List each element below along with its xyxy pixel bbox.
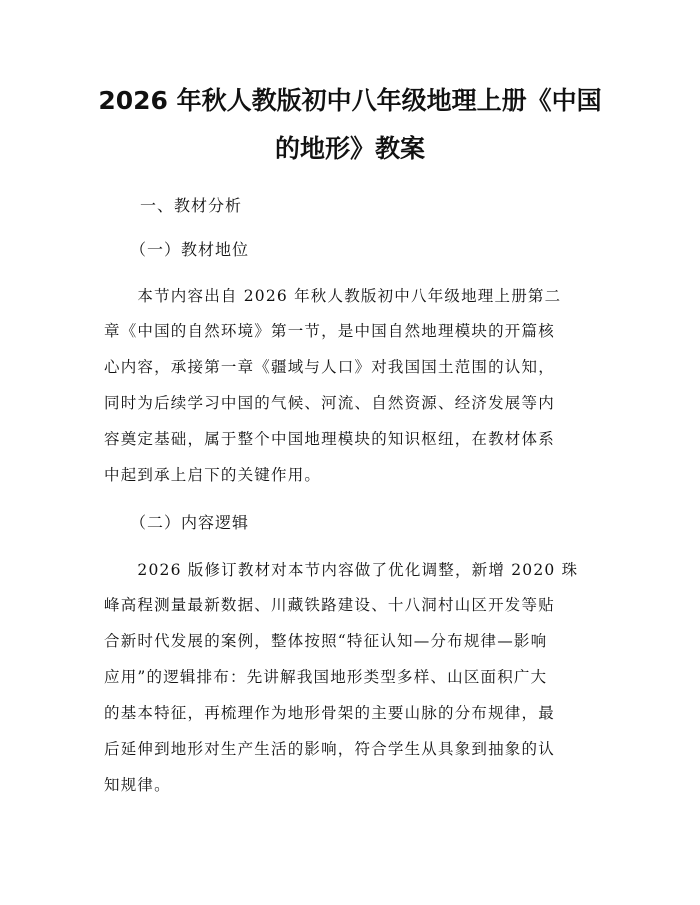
paragraph-line: 合新时代发展的案例，整体按照“特征认知—分布规律—影响: [104, 632, 548, 650]
paragraph-line: 本节内容出自 2026 年秋人教版初中八年级地理上册第二: [104, 287, 562, 305]
subsection-heading-material-status: （一）教材地位: [130, 240, 250, 259]
paragraph-line: 同时为后续学习中国的气候、河流、自然资源、经济发展等内: [104, 394, 555, 412]
paragraph-line: 2026 版修订教材对本节内容做了优化调整，新增 2020 珠: [104, 561, 579, 579]
paragraph-line: 峰高程测量最新数据、川藏铁路建设、十八洞村山区开发等贴: [104, 596, 555, 614]
paragraph-line: 中起到承上启下的关键作用。: [104, 466, 322, 484]
paragraph-line: 应用”的逻辑排布：先讲解我国地形类型多样、山区面积广大: [104, 668, 548, 686]
paragraph-line: 的基本特征，再梳理作为地形骨架的主要山脉的分布规律，最: [104, 704, 555, 722]
paragraph-line: 后延伸到地形对生产生活的影响，符合学生从具象到抽象的认: [104, 740, 555, 758]
paragraph-line: 知规律。: [104, 776, 171, 794]
paragraph-line: 章《中国的自然环境》第一节，是中国自然地理模块的开篇核: [104, 322, 555, 340]
document-title-line-2: 的地形》教案: [274, 134, 425, 163]
paragraph-line: 心内容，承接第一章《疆域与人口》对我国国土范围的认知，: [104, 358, 555, 376]
document-title-line-1: 2026 年秋人教版初中八年级地理上册《中国: [98, 86, 602, 115]
subsection-heading-content-logic: （二）内容逻辑: [130, 513, 250, 532]
section-heading-material-analysis: 一、教材分析: [140, 196, 243, 215]
paragraph-line: 容奠定基础，属于整个中国地理模块的知识枢纽，在教材体系: [104, 430, 555, 448]
